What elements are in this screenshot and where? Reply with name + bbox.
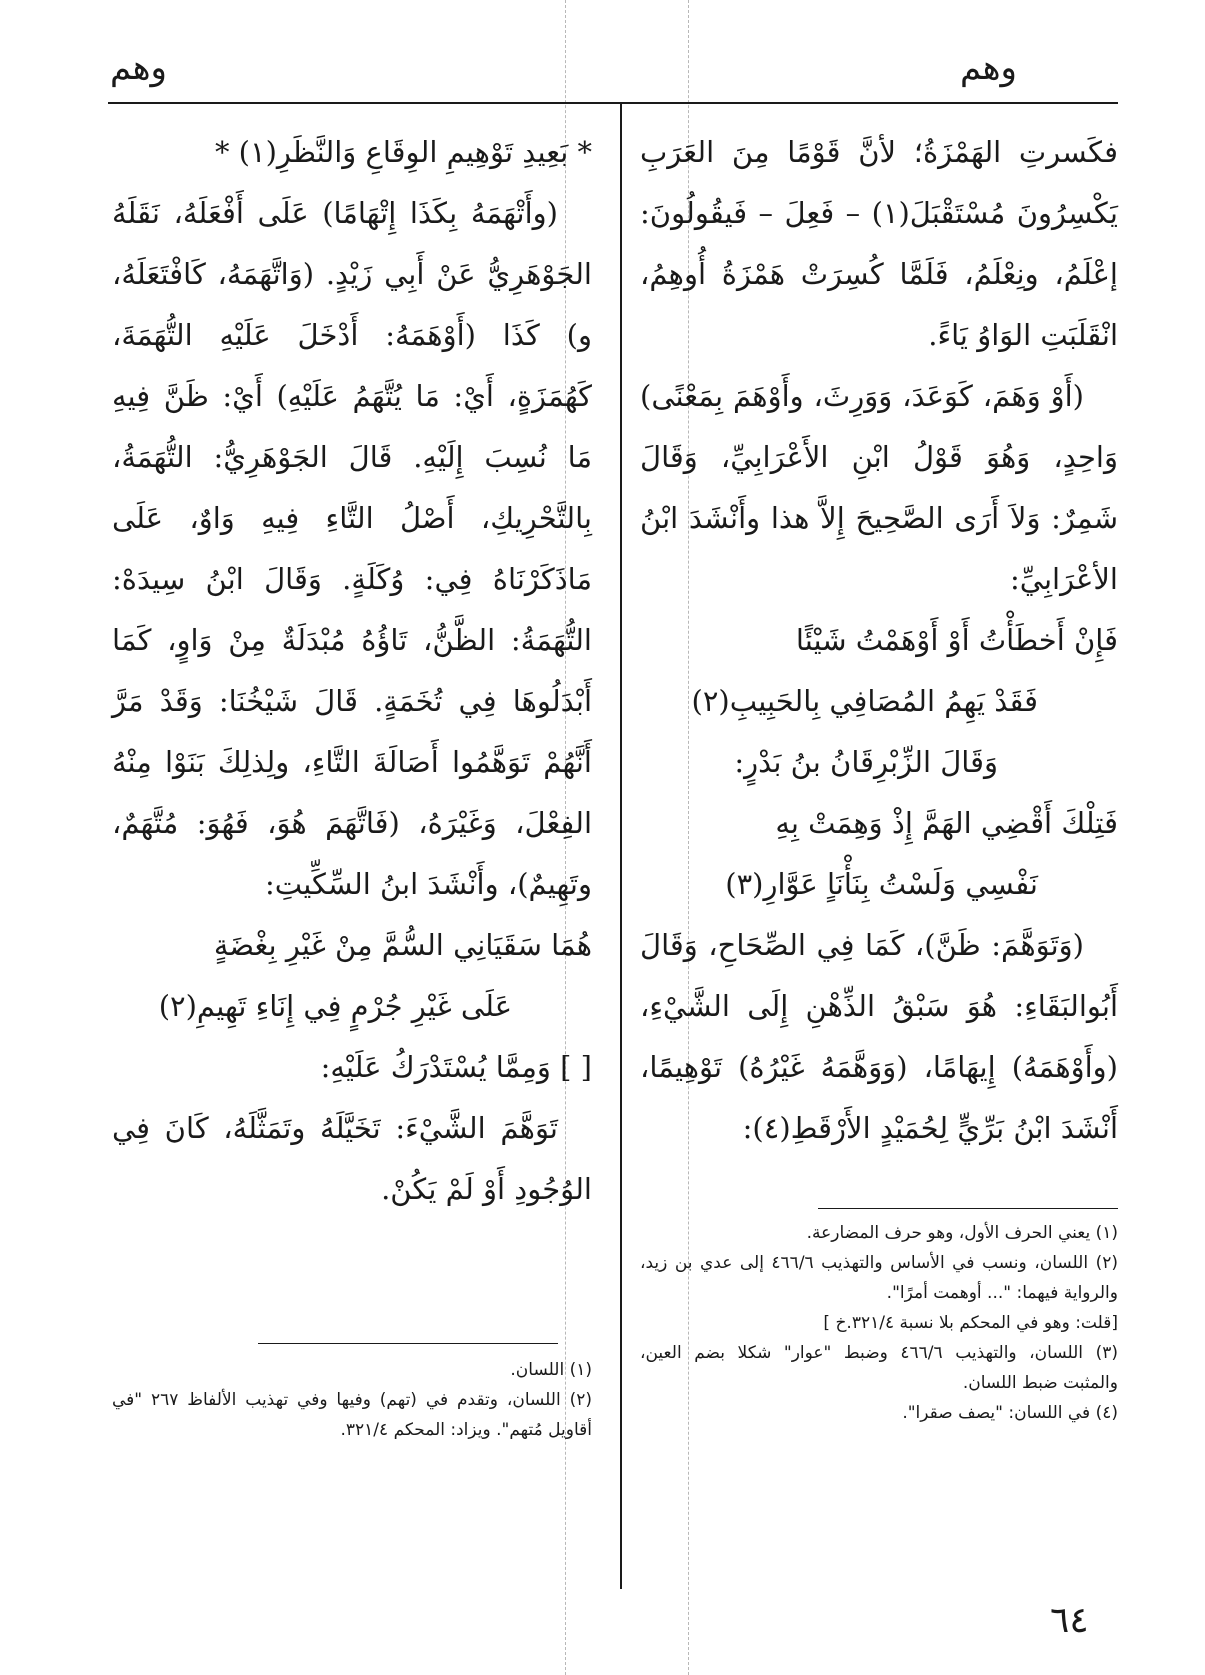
header-rule [108, 102, 1118, 104]
paragraph: (وأَتْهَمَهُ بِكَذَا إِتْهَامًا) عَلَى أَفْعَلَهُ، نَقَلَهُ الجَوْهَرِيُّ عَنْ أَبِي زَيْدٍ. (وَاتَّهَمَهُ، كَافْتَعَلَهُ، و) كَذَا (أَوْهَمَهُ: أَدْخَلَ عَلَيْهِ التُّهَمَةَ، كَهُمَزَةٍ، أَيْ: مَا يُتَّهَمُ عَلَيْهِ) أَيْ: ظَنَّ فِيهِ مَا نُسِبَ إِلَيْهِ. قَالَ الجَوْهَرِيُّ: التُّهَمَةُ، بِالتَّحْرِيكِ، أَصْلُ التَّاءِ فِيهِ وَاوٌ، عَلَى مَاذَكَرْنَاهُ فِي: وُكَلَةٍ. وَقَالَ ابْنُ سِيدَهْ: التُّهَمَةُ: الظَّنُّ، تَاؤُهُ مُبْدَلَةٌ مِنْ وَاوٍ، كَمَا أَبْدَلُوهَا فِي تُخَمَةٍ. قَالَ شَيْخُنَا: وَقَدْ مَرَّ أَنَّهُمْ تَوَهَّمُوا أَصَالَةَ التَّاءِ، ولِذلِكَ بَنَوْا مِنْهُ الفِعْلَ، وَغَيْرَهُ، (فَاتَّهَمَ هُوَ، فَهُوَ: مُتَّهَمٌ، وتَهِيمٌ)، وأَنْشَدَ ابنُ السِّكِّيتِ: [112, 196, 592, 901]
attribution-line: وَقَالَ الزِّبْرِقَانُ بنُ بَدْرٍ: [734, 745, 998, 779]
section-heading: [ ] وَمِمَّا يُسْتَدْرَكُ عَلَيْهِ: [320, 1050, 592, 1084]
footnote: (٢) اللسان، وتقدم في (تهم) وفيها وفي تهذيب الألفاظ ٢٦٧ "في أقاويل مُتهم". ويزاد: المحكم ٣٢١/٤. [112, 1390, 592, 1440]
footnote: (١) اللسان. [510, 1360, 592, 1380]
verse-line: فَتِلْكَ أَقْضِي الهَمَّ إِذْ وَهِمَتْ بِهِ [775, 806, 1118, 840]
footnote-rule [258, 1343, 558, 1344]
verse-line: هُمَا سَقَيَانِي السُّمَّ مِنْ غَيْرِ بِغْضَةٍ [213, 928, 592, 962]
paragraph: (أَوْ وَهَمَ، كَوَعَدَ، وَوَرِثَ، وأَوْهَمَ بِمَعْنًى) وَاحِدٍ، وَهُوَ قَوْلُ ابْنِ الأَعْرَابِيِّ، وَقَالَ شَمِرٌ: وَلاَ أَرَى الصَّحِيحَ إِلاَّ هذا وأَنْشَدَ ابْنُ الأعْرَابِيِّ: [640, 379, 1118, 596]
verse-line: عَلَى غَيْرِ جُرْمٍ فِي إِنَاءِ تَهِيمِ(٢) [158, 989, 512, 1023]
paragraph: فكَسرتِ الهَمْزَةُ؛ لأنَّ قَوْمًا مِنَ العَرَبِ يَكْسِرُونَ مُسْتَقْبَلَ(١) – فَعِلَ – فَيقُولُونَ: إعْلَمُ، ونِعْلَمُ، فَلَمَّا كُسِرَتْ هَمْزَةُ أُوهِمُ، انْقَلَبَتِ الوَاوُ يَاءً. [640, 135, 1118, 352]
verse-line: * بَعِيدِ تَوْهِيمِ الوِقَاعِ وَالنَّظَرِ(١) * [214, 135, 592, 169]
footnotes-left [112, 1355, 592, 1445]
footnote: (٣) اللسان، والتهذيب ٤٦٦/٦ وضبط "عوار" شكلا بضم العين، والمثبت ضبط اللسان. [640, 1343, 1118, 1393]
footnotes-right [640, 1218, 1118, 1428]
paragraph: (وَتَوَهَّمَ: ظَنَّ)، كَمَا فِي الصِّحَاحِ، وَقَالَ أَبُوالبَقَاءِ: هُوَ سَبْقُ الذِّهْنِ إِلَى الشَّيْءِ، (وأَوْهَمَهُ) إِيهَامًا، (وَوَهَّمَهُ غَيْرُهُ) تَوْهِيمًا، أَنْشَدَ ابْنُ بَرِّيٍّ لِحُمَيْدٍ الأَرْقَطِ(٤): [640, 928, 1118, 1145]
verse-line: فَإِنْ أَخطَأْتُ أَوْ أَوْهَمْتُ شَيْئًا [795, 623, 1118, 657]
verse-line: فَقَدْ يَهِمُ المُصَافِي بِالحَبِيبِ(٢) [691, 684, 1038, 718]
verse-line: نَفْسِي وَلَسْتُ بِنَأْنَاٍ عَوَّارِ(٣) [725, 867, 1038, 901]
page-number: ٦٤ [1050, 1600, 1089, 1641]
right-column [640, 122, 1118, 1159]
column-divider [620, 104, 622, 1589]
footnote: (١) يعني الحرف الأول، وهو حرف المضارعة. [806, 1223, 1118, 1243]
footnote: [قلت: وهو في المحكم بلا نسبة ٣٢١/٤.خ ] [823, 1313, 1118, 1333]
running-head-left: وهم [110, 48, 167, 88]
footnote: (٤) في اللسان: "يصف صقرا". [902, 1403, 1118, 1423]
footnote: (٢) اللسان، ونسب في الأساس والتهذيب ٤٦٦/٦ إلى عدي بن زيد، والرواية فيهما: "... أوهمت أمرًا". [640, 1253, 1118, 1303]
left-column [112, 122, 592, 1220]
footnote-rule [818, 1208, 1118, 1209]
running-head-right: وهم [960, 48, 1017, 88]
paragraph: تَوَهَّمَ الشَّيْءَ: تَخَيَّلَهُ وتَمَثَّلَهُ، كَانَ فِي الوُجُودِ أَوْ لَمْ يَكُنْ. [112, 1111, 592, 1206]
